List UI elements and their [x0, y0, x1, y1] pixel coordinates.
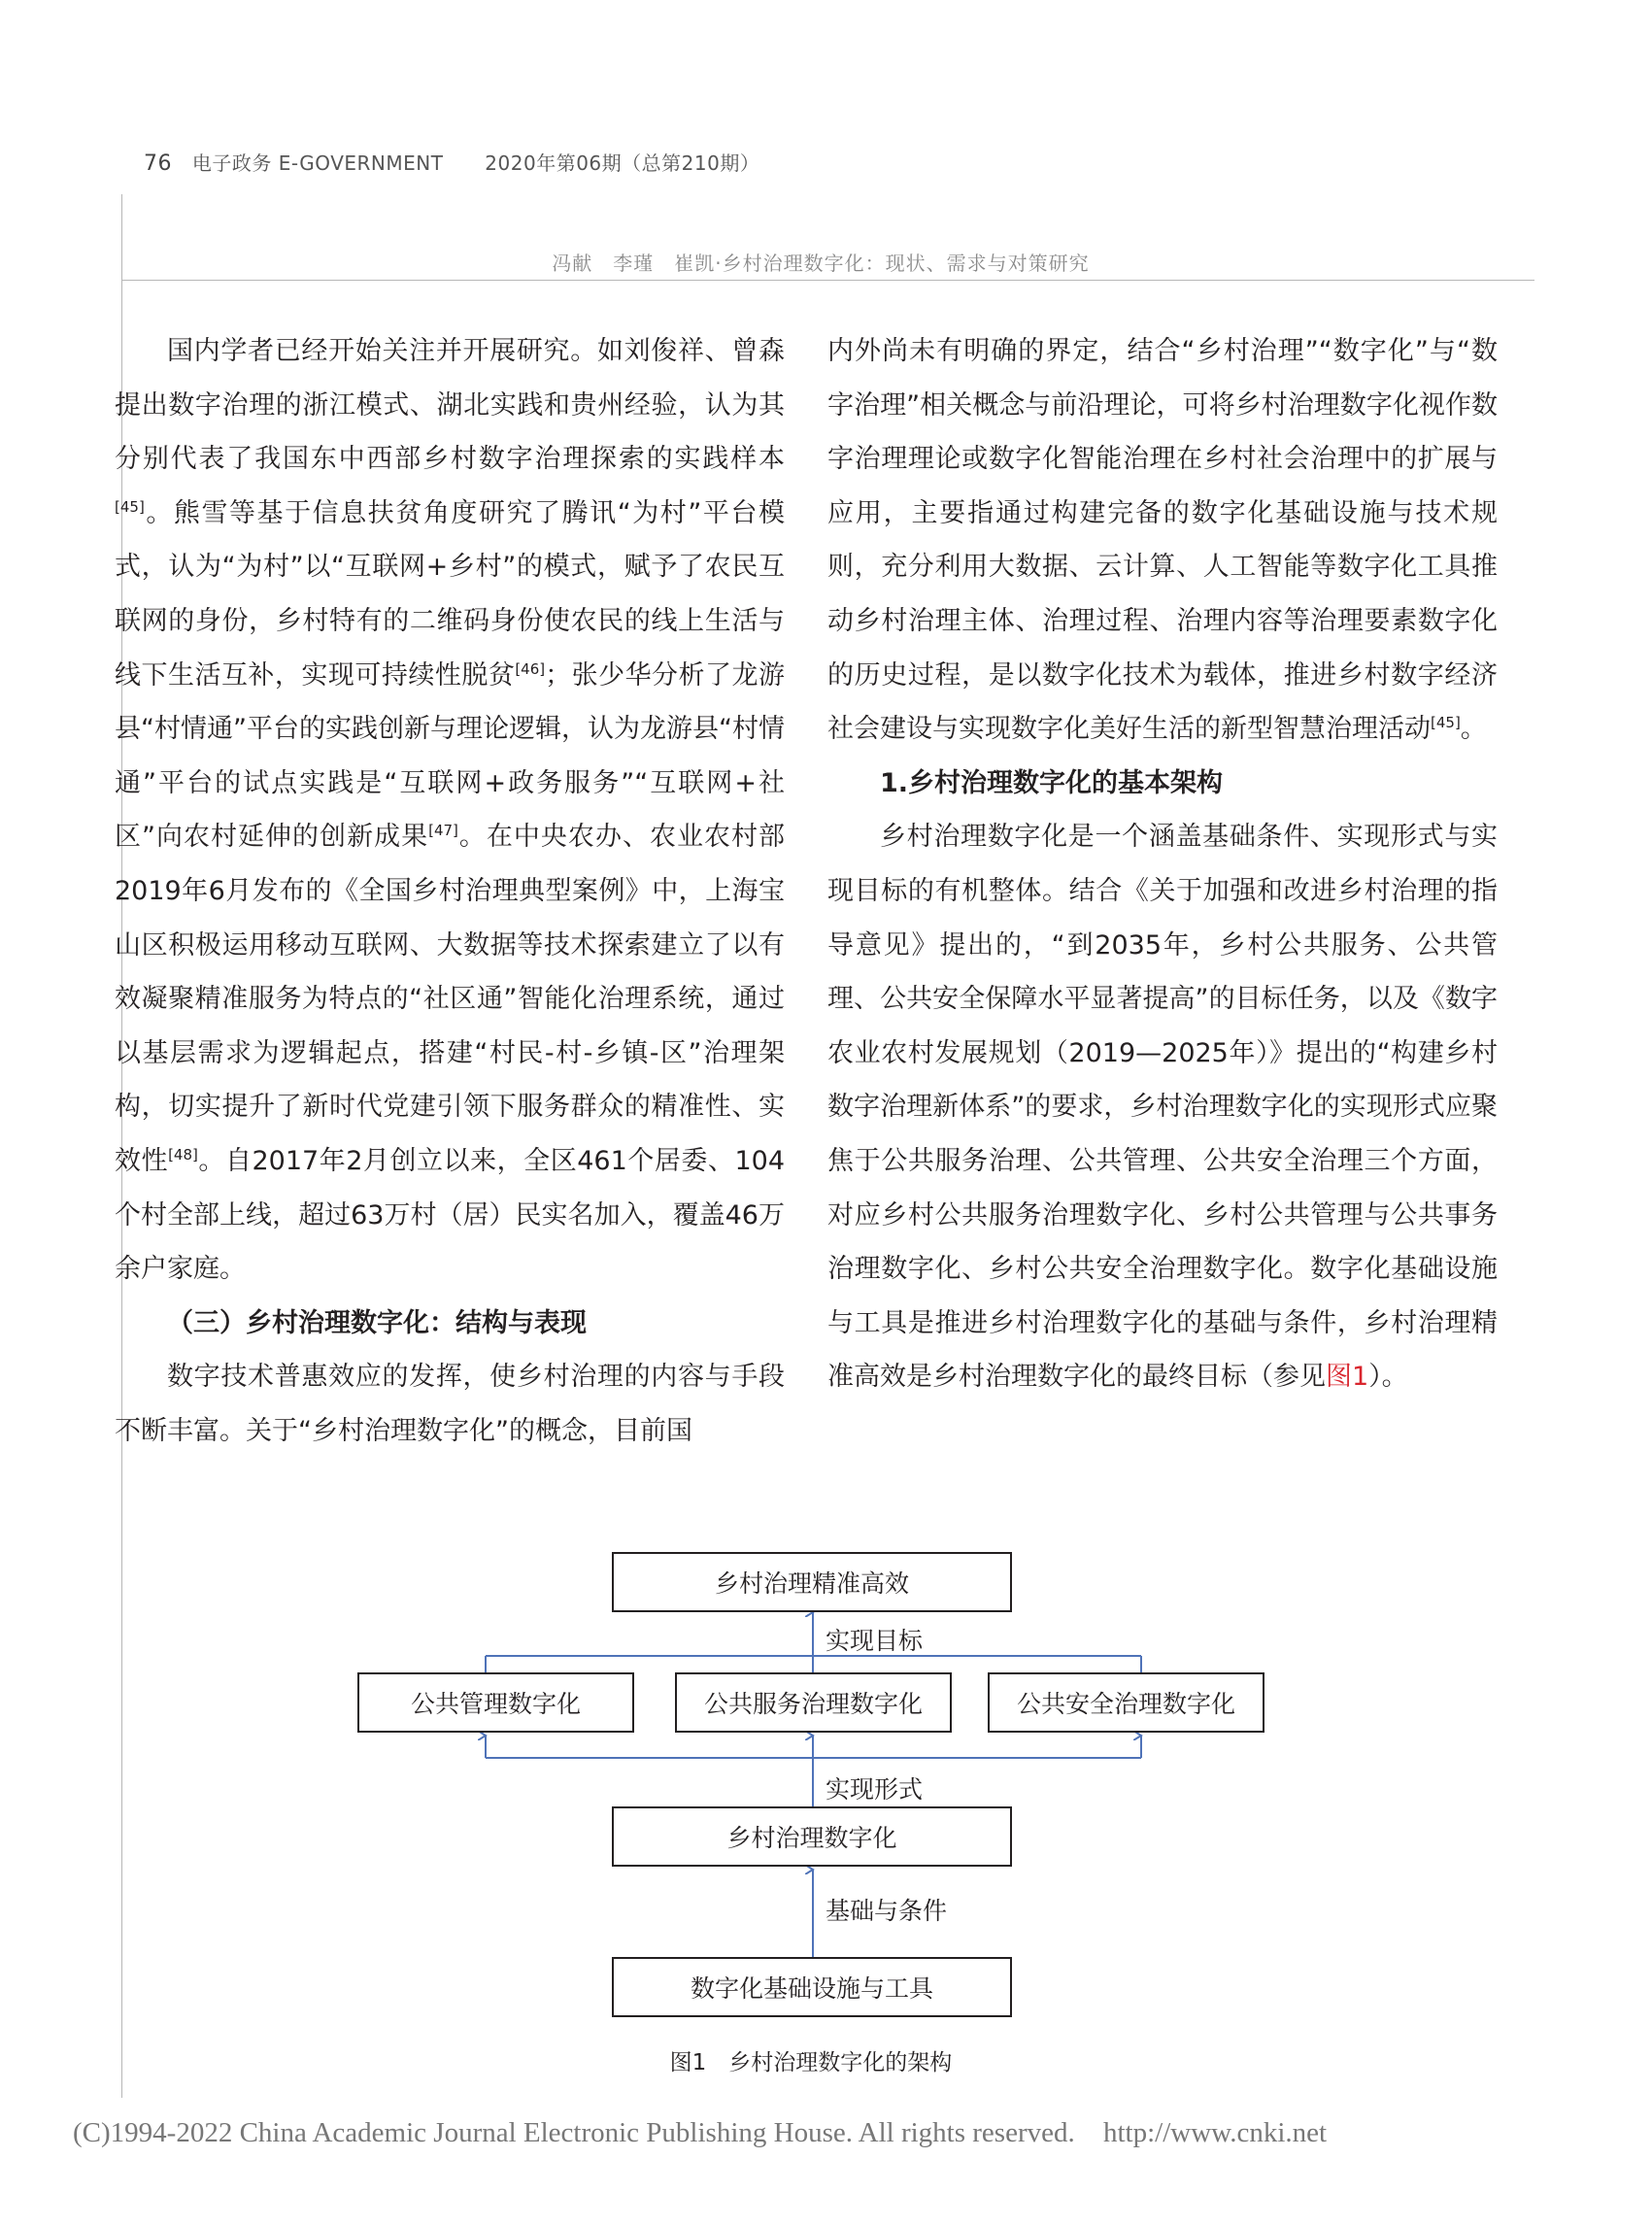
- copyright-notice: (C)1994-2022 China Academic Journal Electronic Publishing House. All rights reserved.: [73, 2117, 1075, 2148]
- core-box: 乡村治理数字化: [612, 1806, 1012, 1867]
- subsection-heading: 1.乡村治理数字化的基本架构: [880, 767, 1224, 798]
- box-public-safety: 公共安全治理数字化: [988, 1672, 1264, 1733]
- running-title: 冯献 李瑾 崔凯·乡村治理数字化：现状、需求与对策研究: [552, 252, 1090, 275]
- goal-label: 实现目标: [826, 1627, 924, 1655]
- text-run: 内外尚未有明确的界定，结合“乡村治理”“数字化”与“数字治理”相关概念与前沿理论，可将乡村治理数字化视作数字治理理论或数字化智能治理在乡村社会治理中的扩展与应用，主要指通过构建完备的数字化基础设施与技术规则，充分利用大数据、云计算、人工智能等数字化工具推动乡村治理主体、治理过程、治理内容等治理要素数字化的历史过程，是以数字化技术为载体，推进乡村数字经济社会建设与实现数字化美好生活的新型智慧治理活动: [827, 336, 1498, 745]
- text-run: 。: [1460, 714, 1487, 745]
- text-run: ）。: [1368, 1362, 1408, 1393]
- paragraph: 数字技术普惠效应的发挥，使乡村治理的内容与手段不断丰富。关于“乡村治理数字化”的概念，目前国: [115, 1362, 785, 1446]
- box-public-management: 公共管理数字化: [357, 1672, 634, 1733]
- text-run: 。熊雪等基于信息扶贫角度研究了腾讯“为村”平台模式，认为“为村”以“互联网+乡村”的模式，赋予了农民互联网的身份，乡村特有的二维码身份使农民的线上生活与线下生活互补，实现可持续性脱贫: [115, 497, 785, 691]
- text-run: 乡村治理数字化是一个涵盖基础条件、实现形式与实现目标的有机整体。结合《关于加强和改进乡村治理的指导意见》提出的，“到2035年，乡村公共服务、公共管理、公共安全保障水平显著提高”的目标任务，以及《数字农业农村发展规划（2019—2025年）》提出的“构建乡村数字治理新体系”的要求，乡村治理数字化的实现形式应聚焦于公共服务治理、公共管理、公共安全治理三个方面，对应乡村公共服务治理数字化、乡村公共管理与公共事务治理数字化、乡村公共安全治理数字化。数字化基础设施与工具是推进乡村治理数字化的基础与条件，乡村治理精准高效是乡村治理数字化的最终目标（参见: [827, 822, 1498, 1393]
- text-run: 。自2017年2月创立以来，全区461个居委、104个村全部上线，超过63万村（居）民实名加入，覆盖46万余户家庭。: [115, 1145, 785, 1285]
- right-column: [827, 324, 1498, 1404]
- citation[interactable]: [45]: [1431, 714, 1461, 732]
- figure-link[interactable]: 图1: [1326, 1362, 1369, 1393]
- box-public-service: 公共服务治理数字化: [675, 1672, 952, 1733]
- goal-box: 乡村治理精准高效: [612, 1552, 1012, 1612]
- page-header: [144, 148, 759, 176]
- form-label: 实现形式: [826, 1775, 924, 1804]
- cnki-link[interactable]: http://www.cnki.net: [1102, 2117, 1328, 2148]
- section-heading: （三）乡村治理数字化：结构与表现: [167, 1307, 587, 1338]
- paragraph: [827, 810, 1498, 1404]
- footer: [73, 2117, 1327, 2149]
- issue-info: 2020年第06期（总第210期）: [485, 152, 760, 175]
- left-column: [115, 324, 785, 1458]
- paragraph: [827, 324, 1498, 757]
- text-run: 。在中央农办、农业农村部2019年6月发布的《全国乡村治理典型案例》中，上海宝山区积极运用移动互联网、大数据等技术探索建立了以有效凝聚精准服务为特点的“社区通”智能化治理系统，通过以基层需求为逻辑起点，搭建“村民-村-乡镇-区”治理架构，切实提升了新时代党建引领下服务群众的精准性、实效性: [115, 822, 785, 1176]
- foundation-box: 数字化基础设施与工具: [612, 1957, 1012, 2017]
- header-rule: [121, 280, 1534, 281]
- base-label: 基础与条件: [826, 1897, 948, 1925]
- citation[interactable]: [47]: [428, 822, 458, 840]
- figure-1: [354, 1549, 1267, 2074]
- text-run: 国内学者已经开始关注并开展研究。如刘俊祥、曾森提出数字治理的浙江模式、湖北实践和贵州经验，认为其分别代表了我国东中西部乡村数字治理探索的实践样本: [115, 336, 785, 475]
- text-run: ；张少华分析了龙游县“村情通”平台的实践创新与理论逻辑，认为龙游县“村情通”平台的试点实践是“互联网+政务服务”“互联网+社区”向农村延伸的创新成果: [115, 659, 786, 853]
- citation[interactable]: [46]: [515, 659, 546, 678]
- journal-name: 电子政务 E-GOVERNMENT: [191, 152, 444, 175]
- citation[interactable]: [48]: [168, 1145, 198, 1164]
- figure-caption: 图1 乡村治理数字化的架构: [669, 2050, 953, 2075]
- citation[interactable]: [45]: [115, 497, 145, 516]
- paragraph: [115, 324, 785, 1297]
- page-number: 76: [144, 152, 172, 176]
